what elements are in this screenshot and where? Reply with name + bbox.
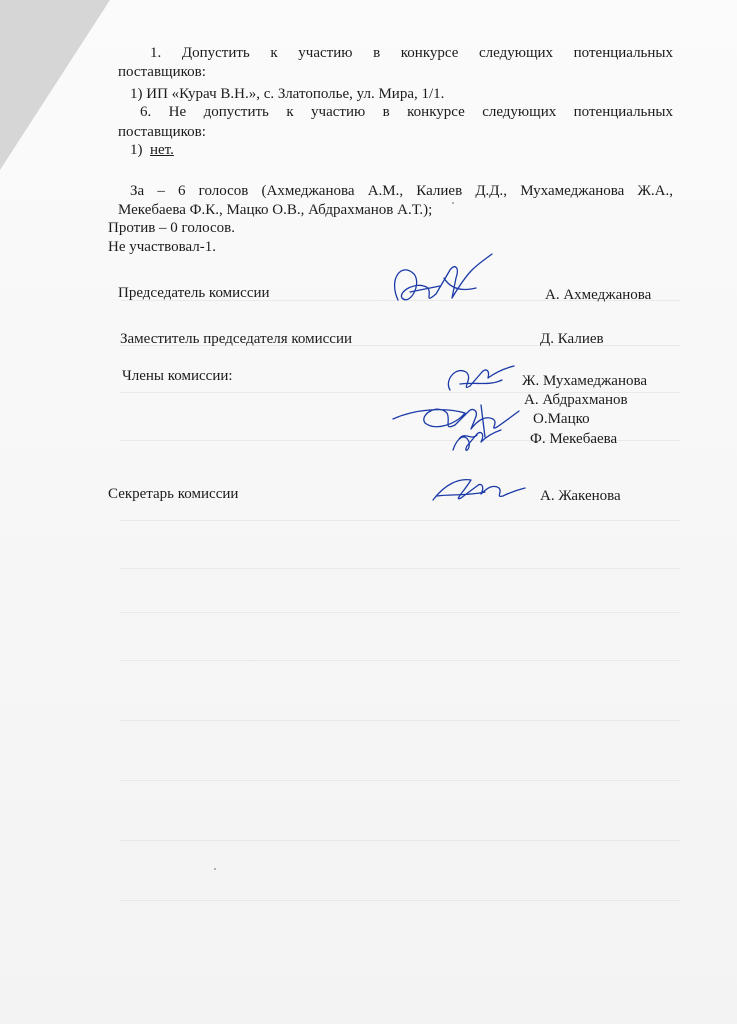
members-title: Члены комиссии: — [122, 368, 233, 384]
votes-for-names: Мекебаева Ф.К., Мацко О.В., Абдрахманов А.Т.); — [118, 202, 433, 218]
deputy-name: Д. Калиев — [540, 331, 604, 347]
item-6-heading: 6. Не допустить к участию в конкурсе следующих потенциальных — [140, 104, 673, 120]
item-6-heading-continuation: поставщиков: — [118, 124, 206, 140]
chair-signature — [380, 248, 510, 320]
chair-name: А. Ахмеджанова — [545, 287, 652, 303]
member-3-name: О.Мацко — [533, 411, 590, 427]
chair-title: Председатель комиссии — [118, 285, 270, 301]
item-1-supplier: 1) ИП «Курач В.Н.», с. Златополье, ул. Мира, 1/1. — [130, 86, 445, 102]
item-1-heading: 1. Допустить к участию в конкурсе следующих потенциальных — [150, 45, 673, 61]
secretary-signature — [425, 470, 530, 515]
scan-speck — [452, 202, 454, 204]
member-2-name: А. Абдрахманов — [524, 392, 628, 408]
secretary-name: А. Жакенова — [540, 488, 621, 504]
votes-for-line: За – 6 голосов (Ахмеджанова А.М., Калиев Д.Д., Мухамеджанова Ж.А., — [130, 183, 673, 199]
member-3-signature — [445, 420, 505, 460]
item-1-heading-continuation: поставщиков: — [118, 64, 206, 80]
item-6-list-value: нет. — [150, 142, 174, 158]
member-1-name: Ж. Мухамеджанова — [522, 373, 648, 389]
item-6-list-item — [130, 141, 174, 159]
secretary-title: Секретарь комиссии — [108, 486, 239, 502]
item-6-list-number: 1) — [130, 142, 143, 158]
votes-not-participated: Не участвовал-1. — [108, 239, 217, 255]
member-4-name: Ф. Мекебаева — [530, 431, 618, 447]
votes-against: Против – 0 голосов. — [108, 220, 235, 236]
scan-speck — [214, 868, 216, 870]
deputy-title: Заместитель председателя комиссии — [120, 331, 353, 347]
